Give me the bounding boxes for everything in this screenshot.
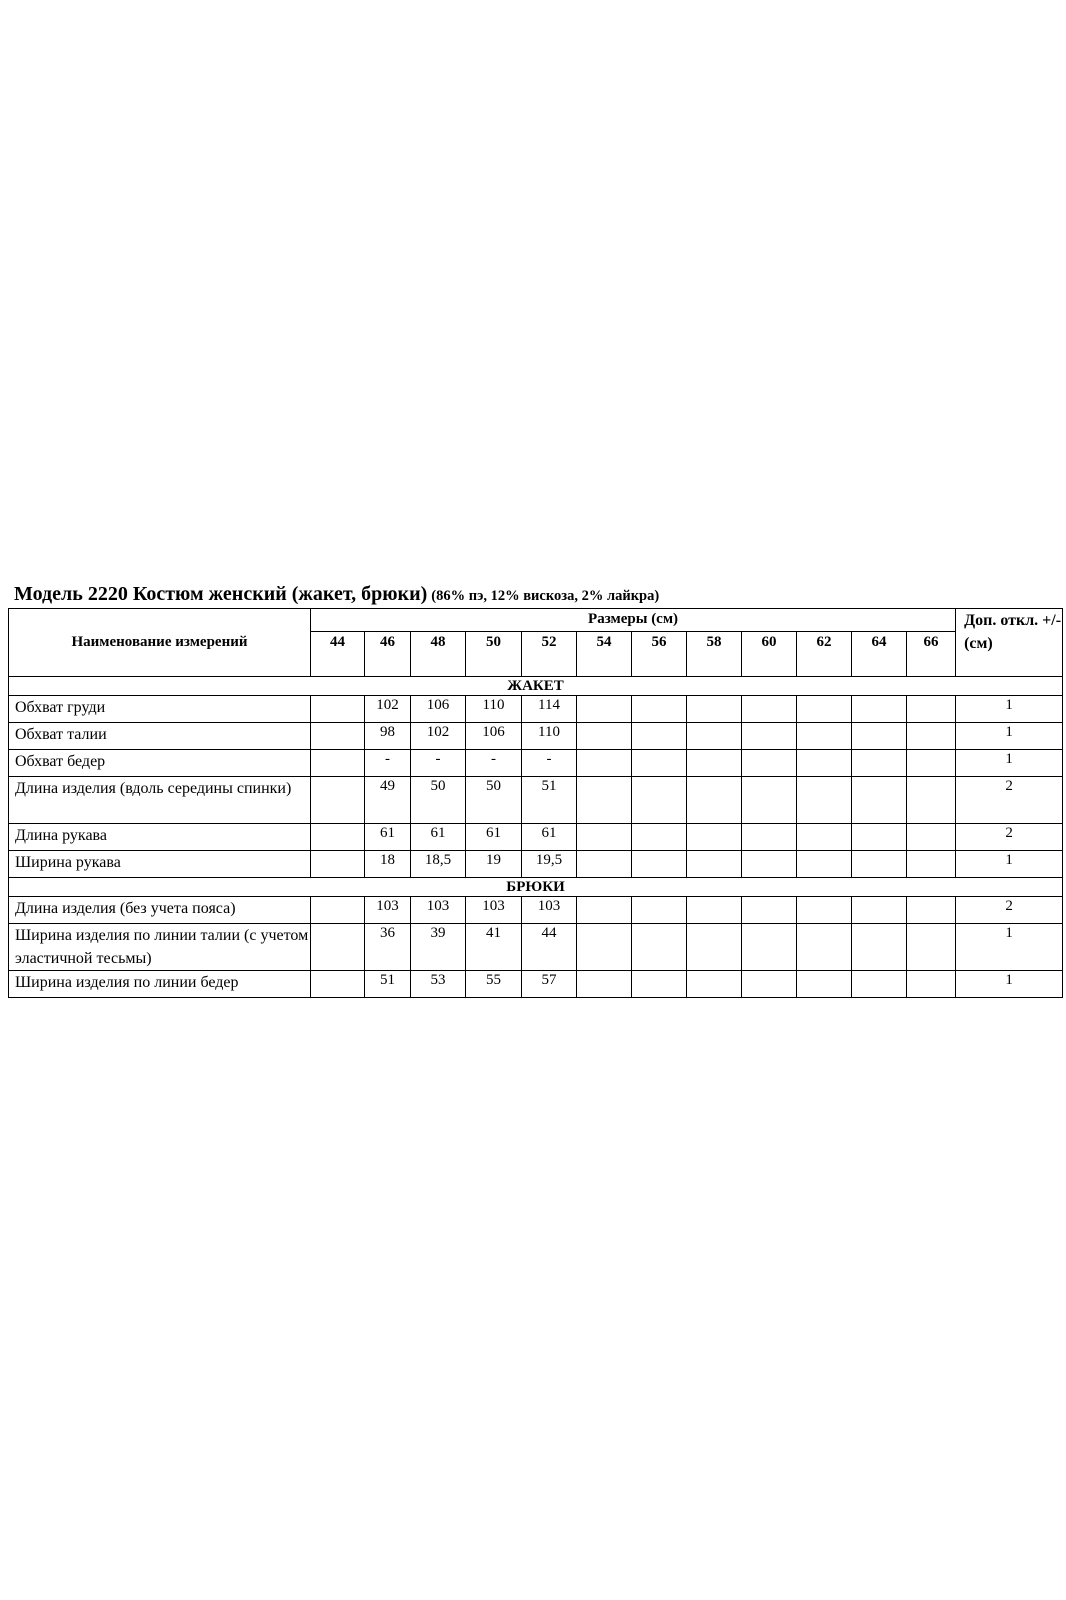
measurement-value bbox=[797, 824, 852, 851]
measurement-value bbox=[742, 777, 797, 824]
measurement-value bbox=[577, 851, 632, 878]
measurement-value: 19,5 bbox=[522, 851, 577, 878]
measurement-value bbox=[311, 897, 365, 924]
measurement-value bbox=[632, 824, 687, 851]
measurement-value bbox=[797, 750, 852, 777]
measurement-value: 50 bbox=[411, 777, 466, 824]
measurement-value bbox=[907, 924, 956, 971]
measurement-value bbox=[311, 924, 365, 971]
table-row bbox=[9, 971, 1063, 998]
measurement-value bbox=[907, 897, 956, 924]
size-header-cell: 48 bbox=[411, 632, 466, 677]
measurement-value bbox=[852, 750, 907, 777]
measurement-value bbox=[687, 924, 742, 971]
measurement-value bbox=[577, 750, 632, 777]
measurement-value: 103 bbox=[522, 897, 577, 924]
table-row bbox=[9, 924, 1063, 971]
measurement-value bbox=[797, 851, 852, 878]
measurement-value bbox=[577, 924, 632, 971]
measurement-value bbox=[852, 777, 907, 824]
measurement-value bbox=[797, 897, 852, 924]
measurement-value bbox=[797, 971, 852, 998]
measurement-value: - bbox=[466, 750, 522, 777]
measurement-value bbox=[577, 971, 632, 998]
measurement-value: 103 bbox=[466, 897, 522, 924]
measurement-value: 55 bbox=[466, 971, 522, 998]
measurement-value bbox=[687, 777, 742, 824]
measurement-value bbox=[907, 750, 956, 777]
measurement-name: Обхват бедер bbox=[9, 750, 311, 777]
measurement-value: 114 bbox=[522, 696, 577, 723]
measurement-value: 53 bbox=[411, 971, 466, 998]
size-header-cell: 50 bbox=[466, 632, 522, 677]
measurement-value: 44 bbox=[522, 924, 577, 971]
measurement-name: Длина изделия (без учета пояса) bbox=[9, 897, 311, 924]
measurement-value bbox=[632, 750, 687, 777]
model-title: Модель 2220 Костюм женский (жакет, брюки) bbox=[14, 583, 428, 605]
measurement-value: 51 bbox=[522, 777, 577, 824]
measurement-value: 106 bbox=[411, 696, 466, 723]
measurement-value bbox=[907, 824, 956, 851]
measurement-value bbox=[687, 750, 742, 777]
measurement-value bbox=[852, 824, 907, 851]
table-row bbox=[9, 824, 1063, 851]
measurement-value bbox=[577, 897, 632, 924]
measurement-name: Ширина рукава bbox=[9, 851, 311, 878]
size-header-cell: 60 bbox=[742, 632, 797, 677]
section-label: ЖАКЕТ bbox=[9, 677, 1063, 696]
measurement-value bbox=[742, 897, 797, 924]
document-title bbox=[14, 583, 659, 607]
measurement-value: 50 bbox=[466, 777, 522, 824]
measurement-value bbox=[311, 696, 365, 723]
measurement-value bbox=[311, 971, 365, 998]
size-header-cell: 56 bbox=[632, 632, 687, 677]
size-header-cell: 64 bbox=[852, 632, 907, 677]
measurement-value bbox=[742, 924, 797, 971]
measurement-value bbox=[577, 696, 632, 723]
measurement-value bbox=[742, 851, 797, 878]
measurement-value bbox=[852, 723, 907, 750]
header-row-top bbox=[9, 609, 1063, 632]
measurement-value bbox=[577, 777, 632, 824]
deviation-value: 2 bbox=[956, 824, 1063, 851]
measurement-value bbox=[687, 971, 742, 998]
measurement-value bbox=[577, 824, 632, 851]
table-row bbox=[9, 777, 1063, 824]
measurement-value bbox=[632, 851, 687, 878]
measurement-value: 41 bbox=[466, 924, 522, 971]
measurement-value bbox=[797, 777, 852, 824]
table-row bbox=[9, 750, 1063, 777]
measurement-value: 39 bbox=[411, 924, 466, 971]
measurement-value: - bbox=[411, 750, 466, 777]
deviation-value: 1 bbox=[956, 924, 1063, 971]
measurement-value: - bbox=[365, 750, 411, 777]
measurement-value bbox=[311, 824, 365, 851]
measurement-value bbox=[797, 696, 852, 723]
measurement-name: Обхват талии bbox=[9, 723, 311, 750]
size-chart-table bbox=[8, 608, 1063, 998]
section-label: БРЮКИ bbox=[9, 878, 1063, 897]
measurement-value bbox=[687, 723, 742, 750]
measurement-value: 61 bbox=[411, 824, 466, 851]
deviation-value: 1 bbox=[956, 750, 1063, 777]
size-header-cell: 62 bbox=[797, 632, 852, 677]
measurement-value bbox=[577, 723, 632, 750]
measurement-value: - bbox=[522, 750, 577, 777]
measurement-value: 110 bbox=[466, 696, 522, 723]
deviation-header: Доп. откл. +/- (см) bbox=[956, 609, 1063, 677]
measurement-value: 102 bbox=[365, 696, 411, 723]
measurement-value bbox=[632, 723, 687, 750]
deviation-value: 1 bbox=[956, 696, 1063, 723]
size-header-cell: 52 bbox=[522, 632, 577, 677]
measurement-value bbox=[907, 723, 956, 750]
measurement-value bbox=[907, 851, 956, 878]
measurement-value: 103 bbox=[411, 897, 466, 924]
measurement-value bbox=[687, 851, 742, 878]
measurement-value bbox=[632, 897, 687, 924]
measurement-value bbox=[632, 696, 687, 723]
measurement-value: 18 bbox=[365, 851, 411, 878]
measurement-value bbox=[742, 824, 797, 851]
measurement-name-header: Наименование измерений bbox=[9, 609, 311, 677]
measurement-value: 61 bbox=[365, 824, 411, 851]
measurement-value bbox=[852, 851, 907, 878]
measurement-value: 51 bbox=[365, 971, 411, 998]
size-header-cell: 66 bbox=[907, 632, 956, 677]
measurement-value bbox=[742, 696, 797, 723]
measurement-value bbox=[907, 777, 956, 824]
measurement-name: Ширина изделия по линии талии (с учетом эластичной тесьмы) bbox=[9, 924, 311, 971]
measurement-value: 61 bbox=[522, 824, 577, 851]
table-row bbox=[9, 723, 1063, 750]
measurement-value bbox=[632, 924, 687, 971]
measurement-value bbox=[311, 750, 365, 777]
section-header-row bbox=[9, 878, 1063, 897]
measurement-value bbox=[907, 971, 956, 998]
table-row bbox=[9, 897, 1063, 924]
size-header-cell: 58 bbox=[687, 632, 742, 677]
measurement-value bbox=[311, 723, 365, 750]
size-header-cell: 46 bbox=[365, 632, 411, 677]
measurement-value bbox=[632, 777, 687, 824]
measurement-value: 102 bbox=[411, 723, 466, 750]
measurement-value bbox=[311, 777, 365, 824]
measurement-value bbox=[742, 971, 797, 998]
measurement-value bbox=[742, 723, 797, 750]
size-header-cell: 44 bbox=[311, 632, 365, 677]
measurement-name: Длина изделия (вдоль середины спинки) bbox=[9, 777, 311, 824]
measurement-value: 49 bbox=[365, 777, 411, 824]
measurement-value: 103 bbox=[365, 897, 411, 924]
section-header-row bbox=[9, 677, 1063, 696]
measurement-value: 110 bbox=[522, 723, 577, 750]
measurement-value bbox=[311, 851, 365, 878]
measurement-value bbox=[687, 696, 742, 723]
measurement-value bbox=[852, 696, 907, 723]
deviation-value: 1 bbox=[956, 723, 1063, 750]
measurement-name: Длина рукава bbox=[9, 824, 311, 851]
measurement-value bbox=[852, 924, 907, 971]
measurement-value: 19 bbox=[466, 851, 522, 878]
measurement-value: 106 bbox=[466, 723, 522, 750]
measurement-value bbox=[632, 971, 687, 998]
measurement-value: 36 bbox=[365, 924, 411, 971]
measurement-value bbox=[687, 824, 742, 851]
sizes-header: Размеры (см) bbox=[311, 609, 956, 632]
table-body bbox=[9, 677, 1063, 998]
deviation-value: 1 bbox=[956, 971, 1063, 998]
deviation-value: 2 bbox=[956, 777, 1063, 824]
measurement-name: Ширина изделия по линии бедер bbox=[9, 971, 311, 998]
measurement-value bbox=[907, 696, 956, 723]
fabric-composition: (86% пэ, 12% вискоза, 2% лайкра) bbox=[431, 588, 660, 604]
measurement-value bbox=[852, 971, 907, 998]
deviation-value: 2 bbox=[956, 897, 1063, 924]
size-header-cell: 54 bbox=[577, 632, 632, 677]
measurement-value: 18,5 bbox=[411, 851, 466, 878]
table-row bbox=[9, 851, 1063, 878]
measurement-value bbox=[852, 897, 907, 924]
measurement-value bbox=[687, 897, 742, 924]
measurement-value bbox=[797, 723, 852, 750]
measurement-name: Обхват груди bbox=[9, 696, 311, 723]
measurement-value bbox=[797, 924, 852, 971]
measurement-value: 61 bbox=[466, 824, 522, 851]
measurement-value: 57 bbox=[522, 971, 577, 998]
measurement-value: 98 bbox=[365, 723, 411, 750]
table-row bbox=[9, 696, 1063, 723]
deviation-value: 1 bbox=[956, 851, 1063, 878]
measurement-value bbox=[742, 750, 797, 777]
